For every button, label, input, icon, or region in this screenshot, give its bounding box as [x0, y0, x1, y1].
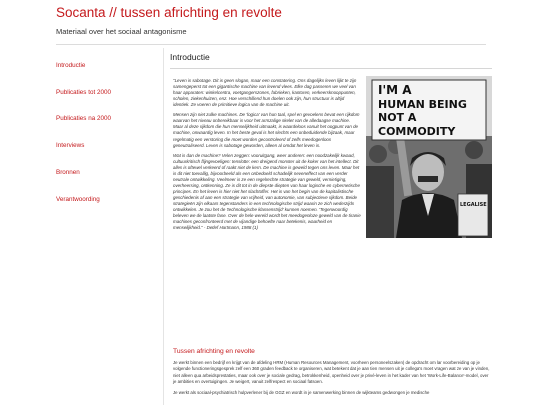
sidebar-item-interviews[interactable]: Interviews [56, 142, 85, 149]
sign-line: I'M A [378, 83, 412, 97]
body-paragraph: Je werkt als sociaal-psychiatrisch hulpverlener bij de GGZ en wordt in je samenwerking binnen de wijkteams gedwongen je medische [173, 389, 430, 395]
intro-quote [173, 78, 361, 235]
site-subtitle: Materiaal over het sociaal antagonisme [56, 27, 187, 36]
section-body [173, 360, 491, 400]
sidebar-divider [163, 48, 164, 405]
section-heading: Tussen africhting en revolte [173, 348, 255, 355]
sign-line: NOT A [378, 111, 417, 124]
protest-photo-image [366, 76, 492, 238]
sign-line: HUMAN BEING [378, 98, 467, 111]
sidebar-item-publicaties-tot-2000[interactable]: Publicaties tot 2000 [56, 89, 111, 96]
sidebar-item-verantwoording[interactable]: Verantwoording [56, 196, 100, 203]
quote-paragraph: Wat is dan de machine? Velen zeggen: vooruitgang, weer anderen: een noodzakelijk kwaad, cultuurkritisch flijngevoeligen: tenslotte: een dreigend monster uit de koker van het intellect. Dit alles is oftewel verkeerd of raakt niet de kern. De machine is geweld tegen ons leven. Maar het is dit niet toevallig, bijvoorbeeld als een onbedoeld schadelijk neveneffect van een verder neutrale ontwikkeling. Veelmeer is ze een regelrechte strategie van geweld, vernietiging, overheersing, ontkenning. Ze is dit tot in de diepste diepten van haar logische en cybernetische principes. En het leven is hier niet het slachtoffer. Het is van het begin van de kapitalistische geschiedenis af aan een strategie van vrijheid, van autonomie, van subjectieve rijkdom. Beide strategieën zijn elkaars tegenstanders in een technologische strijd waarin ze zich wederzijds ontwikkelen. Je zou het de 'technologische klassenstrijd' kunnen noemen. 'Tegenwoordig beleven we de laatste fase. Over de hele wereld wordt het meedogenloze geweld van de tiranie machines geconfronteerd met de vijandige behoefte naar betekenis, waarheid en menselijkheid." - Detlef Hartmann, 1988 (1) [173, 152, 361, 231]
quote-paragraph: "Leven is sabotage. Dit is geen slogan, maar een constatering. Ons dagelijks leven lijkt te zijn samengeperst tot een gigantische machine van levend vlees. Elke dag passeren we veel van haar apparaten: winkelcentra, voetgangerszones, fabrieken, kantoren, verkeersknooppunten, scholen, ziekenhuizen, enz. Hoe verschillend hun doelen ook zijn, hun structuur is altijd identiek. Ze voeren de primitieve logica van de machine uit. [173, 78, 357, 108]
sidebar-item-bronnen[interactable]: Bronnen [56, 169, 80, 176]
quote-paragraph: Mensen zijn niet zulke machines. De 'logica' van hun taal, spel en gevoelens bevat een rijkdom waarvan het niveau onbereikbaar is voor het armzalige skelet van de alledaagse machine. Maar al deze rijkdom die hun menselijkheid uitmaakt, is waardeloos vanuit het oogpunt van de machine, onwaardig leven. In het beste geval is het slechts een onbeduidende bijzaak, maar regelmatig een verstoring die moet worden gecontroleerd of zelfs meedogenloos geneutraliseerd. Leven is sabotage geworden, alleen al omdat het leven is. [173, 112, 360, 148]
sidebar-item-introductie[interactable]: Introductie [56, 62, 86, 69]
title-divider [170, 68, 492, 69]
site-title[interactable]: Socanta // tussen africhting en revolte [56, 5, 282, 20]
page-title: Introductie [170, 52, 210, 62]
site-header [0, 0, 540, 44]
sidebar-item-publicaties-na-2000[interactable]: Publicaties na 2000 [56, 115, 111, 122]
sign-line: COMMODITY [378, 125, 456, 138]
sign-line: LEGALISE [460, 202, 487, 208]
body-paragraph: Je werkt binnen een bedrijf en krijgt van de afdeling HRM (Human Resources Management, voorheen personeelszaken) de opdracht om lar voorbereiding op je volgende functioneringsgesprek zelf een 360 graden feedback te organiseren, wat betekent dat je aan tien mensen uit je collega's moet vragen wat ze van je vinden, niet alleen qua arbeidsprestaties, maar ook over je sociale gedrag, betrokkenheid, openheid over je privé-leven in het kader van het 'Work-Life-Balance'-model, over je ambities en overtuigingen. Je weigert, vanuit zelfrespect en sociaal fatsoen. [173, 360, 490, 385]
protest-photo [366, 76, 492, 238]
header-divider [56, 44, 486, 45]
